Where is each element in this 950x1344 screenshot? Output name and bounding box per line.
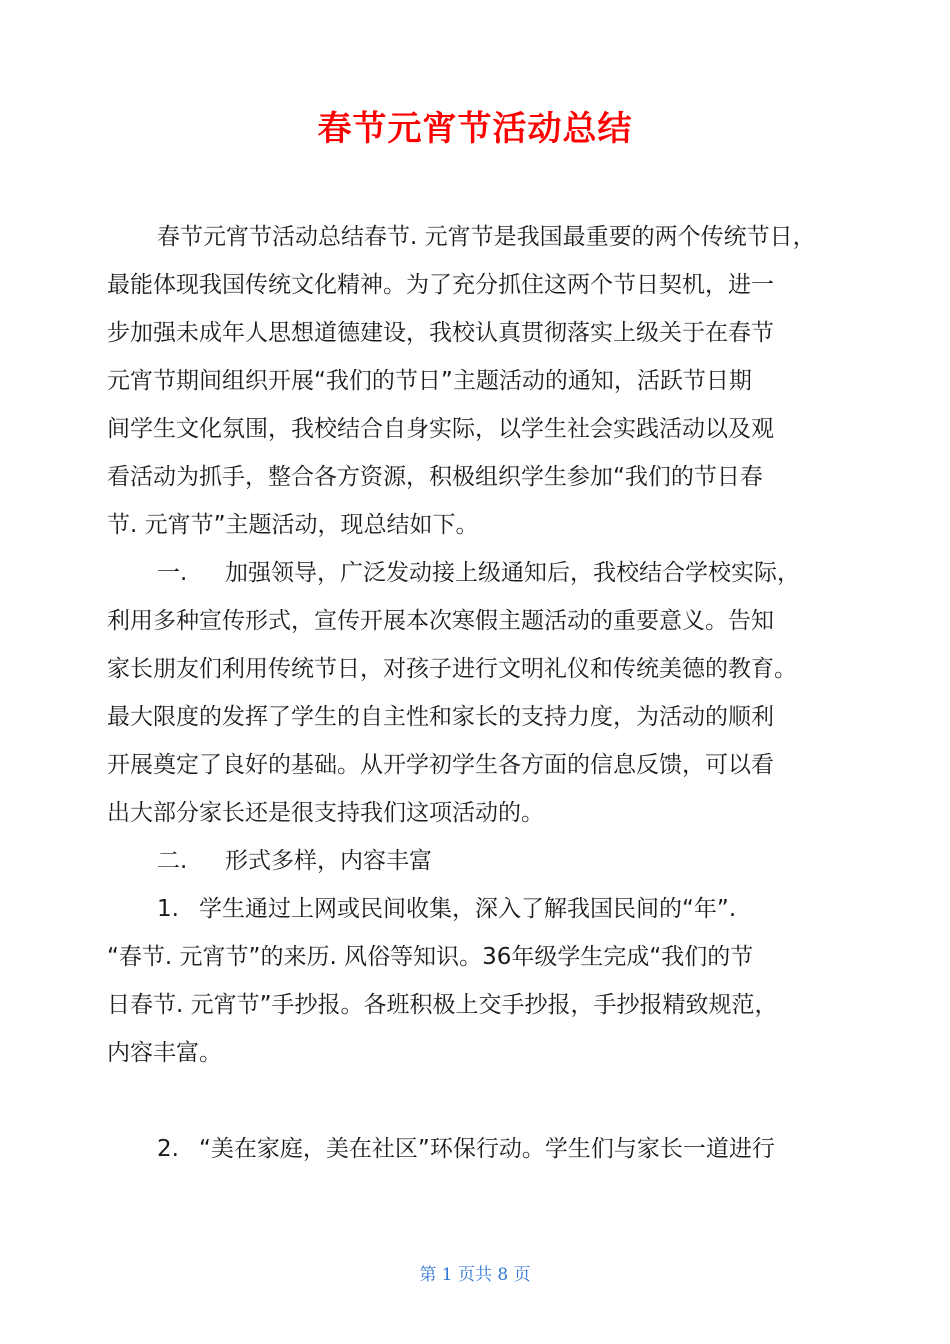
paragraph-line: 春节元宵节活动总结春节. 元宵节是我国最重要的两个传统节日， [157, 224, 816, 250]
paragraph-line: 开展奠定了良好的基础。从开学初学生各方面的信息反馈，可以看 [107, 752, 774, 778]
paragraph-line: 节. 元宵节”主题活动，现总结如下。 [107, 512, 479, 538]
paragraph-line: 元宵节期间组织开展“我们的节日”主题活动的通知，活跃节日期 [107, 368, 752, 394]
paragraph-line: 利用多种宣传形式，宣传开展本次寒假主题活动的重要意义。告知 [107, 608, 774, 634]
blank-line [107, 1077, 847, 1125]
list-item-line [107, 885, 847, 933]
section-heading-line [107, 837, 847, 885]
section-heading-line [107, 549, 847, 597]
paragraph-line: 最能体现我国传统文化精神。为了充分抓住这两个节日契机，进一 [107, 272, 774, 298]
paragraph-line: 看活动为抓手，整合各方资源，积极组织学生参加“我们的节日春 [107, 464, 763, 490]
page-footer: 第 1 页共 8 页 [419, 1265, 531, 1285]
paragraph-line: 出大部分家长还是很支持我们这项活动的。 [107, 800, 544, 826]
list-number: 1. [157, 896, 179, 922]
document-title: 春节元宵节活动总结 [317, 109, 633, 149]
paragraph-line: “春节. 元宵节”的来历. 风俗等知识。36年级学生完成“我们的节 [107, 944, 754, 970]
paragraph-line: 间学生文化氛围，我校结合自身实际，以学生社会实践活动以及观 [107, 416, 774, 442]
list-text: 学生通过上网或民间收集，深入了解我国民间的“年”. [199, 896, 737, 922]
paragraph-line: 内容丰富。 [107, 1040, 222, 1066]
list-item-line [107, 1125, 847, 1173]
list-text: “美在家庭，美在社区”环保行动。学生们与家长一道进行 [199, 1136, 775, 1162]
paragraph-line: 步加强未成年人思想道德建设，我校认真贯彻落实上级关于在春节 [107, 320, 774, 346]
paragraph-line: 最大限度的发挥了学生的自主性和家长的支持力度，为活动的顺利 [107, 704, 774, 730]
section-text: 形式多样，内容丰富 [225, 848, 432, 874]
document-body [107, 213, 847, 1173]
paragraph-line: 家长朋友们利用传统节日，对孩子进行文明礼仪和传统美德的教育。 [107, 656, 797, 682]
section-number: 一. [157, 560, 188, 586]
paragraph-line: 日春节. 元宵节”手抄报。各班积极上交手抄报，手抄报精致规范， [107, 992, 778, 1018]
section-number: 二. [157, 848, 188, 874]
section-text: 加强领导，广泛发动接上级通知后，我校结合学校实际， [225, 560, 800, 586]
list-number: 2. [157, 1136, 179, 1162]
